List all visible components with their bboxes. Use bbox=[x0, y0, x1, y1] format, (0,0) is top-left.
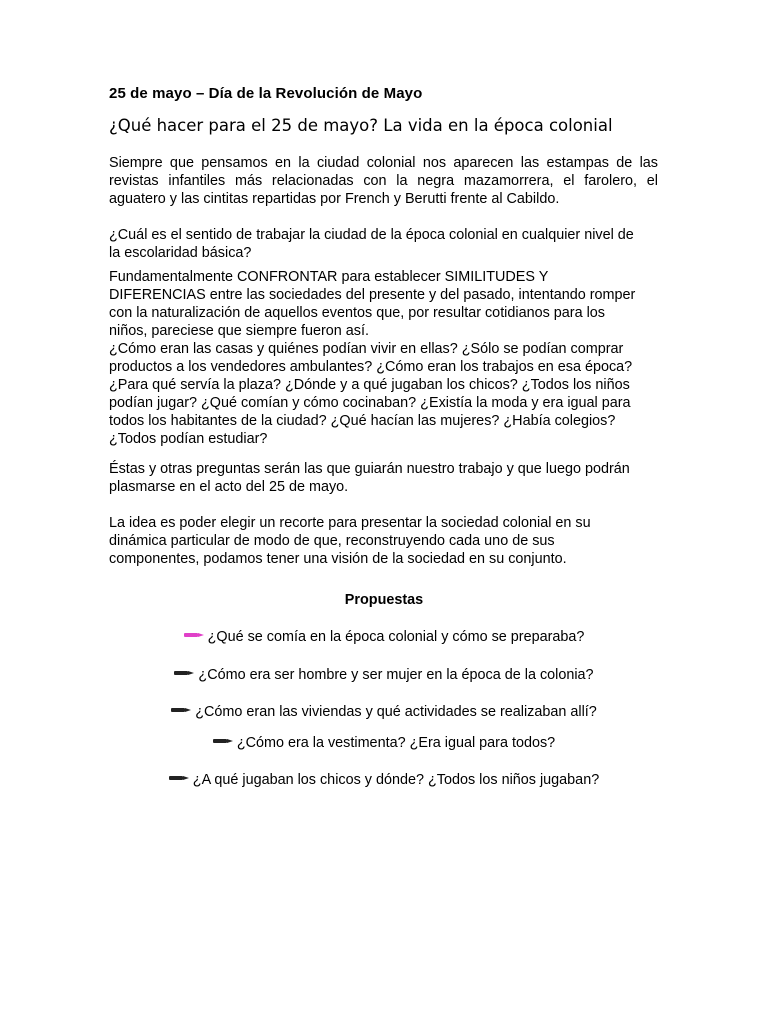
paragraph-line: todos los habitantes de la ciudad? ¿Qué hacían las mujeres? ¿Había colegios? bbox=[109, 413, 616, 429]
paragraph-preguntas bbox=[109, 460, 658, 496]
document-heading: 25 de mayo – Día de la Revolución de Mayo bbox=[109, 85, 423, 102]
propuesta-text: ¿Cómo eran las viviendas y qué actividades se realizaban allí? bbox=[195, 704, 597, 720]
paragraph-question bbox=[109, 226, 658, 262]
paragraph-line: La idea es poder elegir un recorte para presentar la sociedad colonial en su bbox=[109, 515, 591, 531]
paragraph-line: niños, pareciese que siempre fueron así. bbox=[109, 323, 369, 339]
paragraph-line: aguatero y las cintitas repartidas por French y Berutti frente al Cabildo. bbox=[109, 191, 560, 207]
propuesta-item bbox=[0, 735, 768, 751]
paragraph-line: ¿Cómo eran las casas y quiénes podían vivir en ellas? ¿Sólo se podían comprar bbox=[109, 341, 624, 357]
paragraph-line: plasmarse en el acto del 25 de mayo. bbox=[109, 479, 349, 495]
pen-icon bbox=[213, 737, 233, 745]
paragraph-idea bbox=[109, 514, 658, 568]
propuesta-text: ¿A qué jugaban los chicos y dónde? ¿Todos los niños jugaban? bbox=[192, 772, 600, 788]
paragraph-line: la escolaridad básica? bbox=[109, 245, 252, 261]
paragraph-line: Siempre que pensamos en la ciudad colonial nos aparecen las estampas de las bbox=[109, 155, 658, 171]
paragraph-line: productos a los vendedores ambulantes? ¿Cómo eran los trabajos en esa época? bbox=[109, 359, 633, 375]
pen-icon bbox=[174, 669, 194, 677]
paragraph-line: con la naturalización de aquellos eventos que, por resultar cotidianos para los bbox=[109, 305, 605, 321]
paragraph-line: ¿Todos podían estudiar? bbox=[109, 431, 268, 447]
propuesta-item bbox=[0, 704, 768, 720]
paragraph-intro bbox=[109, 154, 658, 208]
paragraph-line: revistas infantiles más relacionadas con la negra mazamorrera, el farolero, el bbox=[109, 173, 658, 189]
paragraph-line: podían jugar? ¿Qué comían y cómo cocinaban? ¿Existía la moda y era igual para bbox=[109, 395, 631, 411]
document-subheading: ¿Qué hacer para el 25 de mayo? La vida en la época colonial bbox=[109, 116, 613, 135]
propuesta-text: ¿Qué se comía en la época colonial y cómo se preparaba? bbox=[207, 629, 585, 645]
paragraph-line: componentes, podamos tener una visión de la sociedad en su conjunto. bbox=[109, 551, 567, 567]
pen-icon bbox=[169, 774, 189, 782]
paragraph-line: Éstas y otras preguntas serán las que guiarán nuestro trabajo y que luego podrán bbox=[109, 461, 630, 477]
propuesta-text: ¿Cómo era ser hombre y ser mujer en la época de la colonia? bbox=[198, 667, 594, 683]
pen-icon bbox=[184, 631, 204, 639]
paragraph-line: DIFERENCIAS entre las sociedades del presente y del pasado, intentando romper bbox=[109, 287, 636, 303]
paragraph-line: Fundamentalmente CONFRONTAR para establecer SIMILITUDES Y bbox=[109, 269, 549, 285]
paragraph-confrontar bbox=[109, 268, 658, 448]
paragraph-line: dinámica particular de modo de que, reconstruyendo cada uno de sus bbox=[109, 533, 555, 549]
propuesta-item bbox=[0, 629, 768, 645]
propuestas-title: Propuestas bbox=[344, 592, 424, 608]
propuesta-text: ¿Cómo era la vestimenta? ¿Era igual para todos? bbox=[236, 735, 556, 751]
propuesta-item bbox=[0, 667, 768, 683]
pen-icon bbox=[171, 706, 191, 714]
paragraph-line: ¿Cuál es el sentido de trabajar la ciudad de la época colonial en cualquier nivel de bbox=[109, 227, 634, 243]
propuesta-item bbox=[0, 772, 768, 788]
paragraph-line: ¿Para qué servía la plaza? ¿Dónde y a qué jugaban los chicos? ¿Todos los niños bbox=[109, 377, 630, 393]
